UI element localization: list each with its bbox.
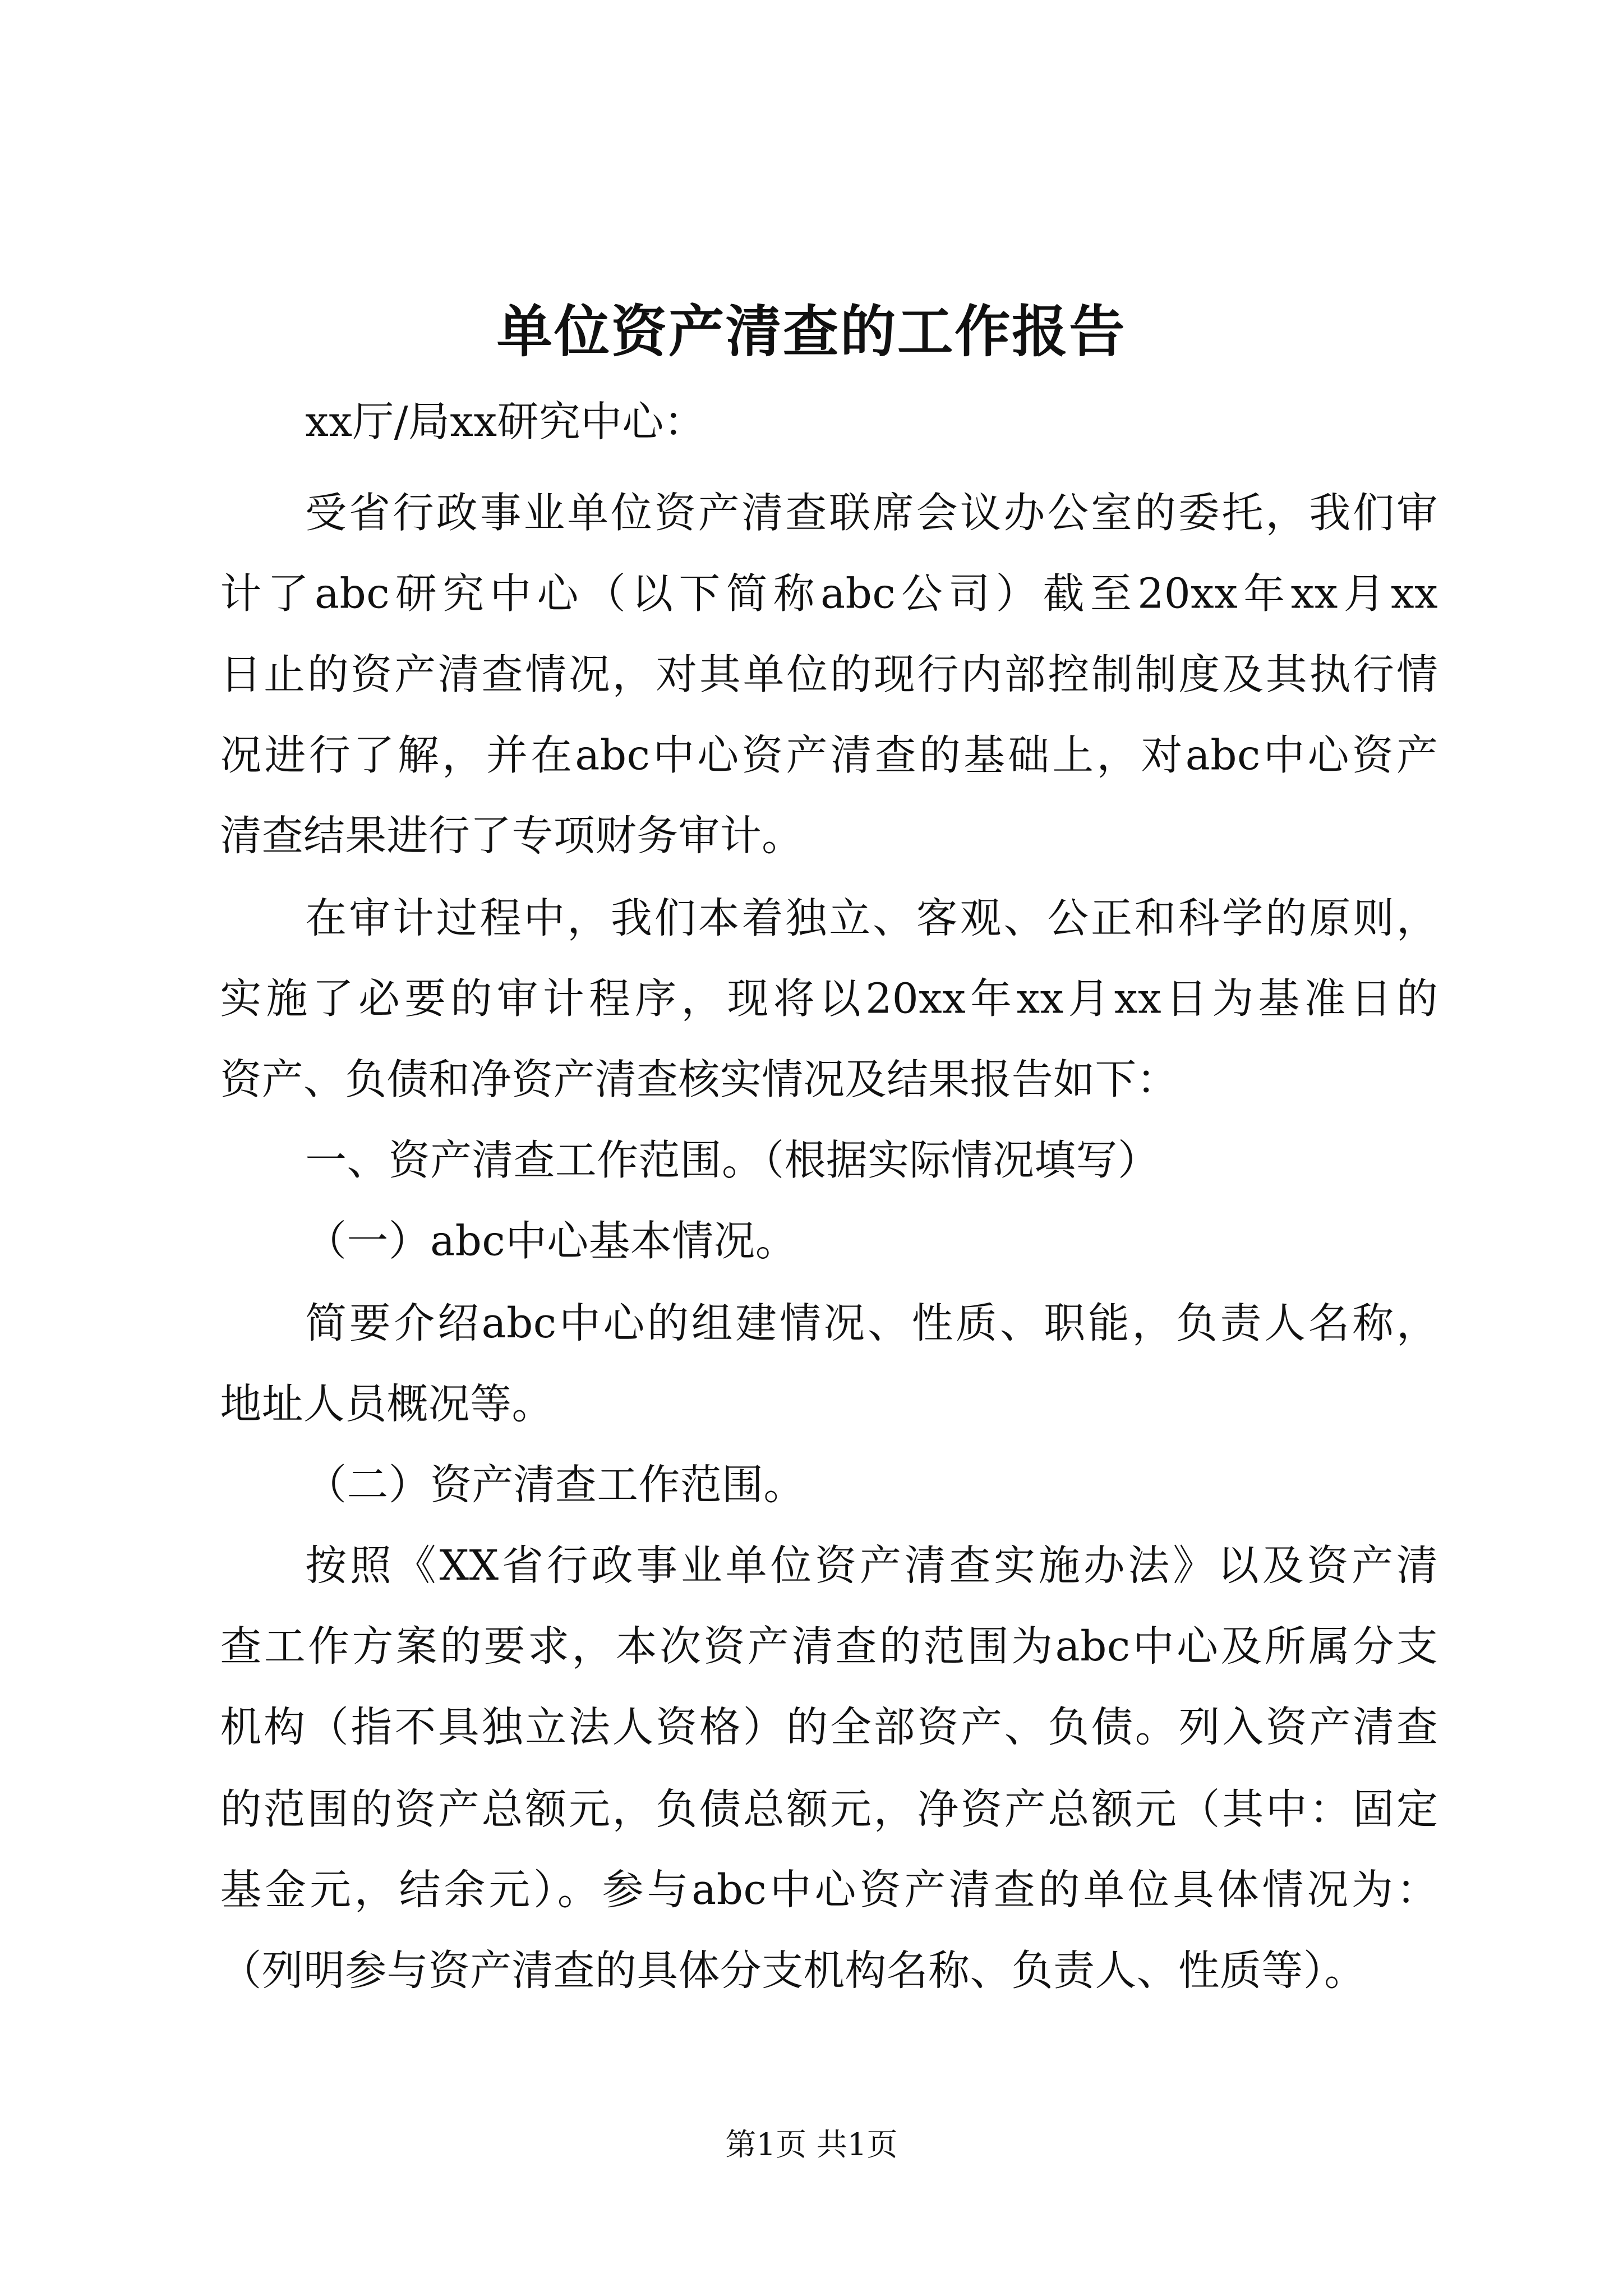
paragraph-line: 况进行了解，并在abc中心资产清查的基础上，对abc中心资产 — [220, 731, 1438, 780]
paragraph-line: 在审计过程中，我们本着独立、客观、公正和科学的原则， — [305, 894, 1438, 943]
paragraph-line: 资产、负债和净资产清查核实情况及结果报告如下： — [220, 1055, 1178, 1104]
paragraph-line: 计了abc研究中心（以下简称abc公司）截至20xx年xx月xx — [220, 569, 1438, 618]
paragraph-line: 机构（指不具独立法人资格）的全部资产、负债。列入资产清查 — [220, 1703, 1438, 1752]
subsection-heading: （一）abc中心基本情况。 — [305, 1217, 797, 1266]
paragraph-line: 查工作方案的要求，本次资产清查的范围为abc中心及所属分支 — [220, 1622, 1438, 1671]
salutation-line: xx厅/局xx研究中心： — [305, 398, 706, 447]
subsection-heading: （二）资产清查工作范围。 — [305, 1460, 805, 1510]
paragraph-line: 清查结果进行了专项财务审计。 — [220, 812, 804, 861]
paragraph-line: 受省行政事业单位资产清查联席会议办公室的委托，我们审 — [305, 489, 1438, 537]
document-title: 单位资产清查的工作报告 — [496, 298, 1127, 365]
paragraph-line: 日止的资产清查情况，对其单位的现行内部控制制度及其执行情 — [220, 650, 1438, 699]
paragraph-line: 基金元，结余元）。参与abc中心资产清查的单位具体情况为： — [220, 1866, 1438, 1915]
paragraph-line: 实施了必要的审计程序，现将以20xx年xx月xx日为基准日的 — [220, 974, 1438, 1024]
paragraph-line: 的范围的资产总额元，负债总额元，净资产总额元（其中：固定 — [220, 1785, 1438, 1834]
paragraph-line: 简要介绍abc中心的组建情况、性质、职能，负责人名称， — [305, 1299, 1438, 1348]
paragraph-line: 按照《XX省行政事业单位资产清查实施办法》以及资产清 — [305, 1541, 1438, 1590]
section-heading: 一、资产清查工作范围。（根据实际情况填写） — [305, 1136, 1160, 1185]
page-footer: 第1页 共1页 — [725, 2127, 898, 2162]
paragraph-line: 地址人员概况等。 — [220, 1379, 554, 1429]
paragraph-line: （列明参与资产清查的具体分支机构名称、负责人、性质等）。 — [220, 1947, 1366, 1995]
